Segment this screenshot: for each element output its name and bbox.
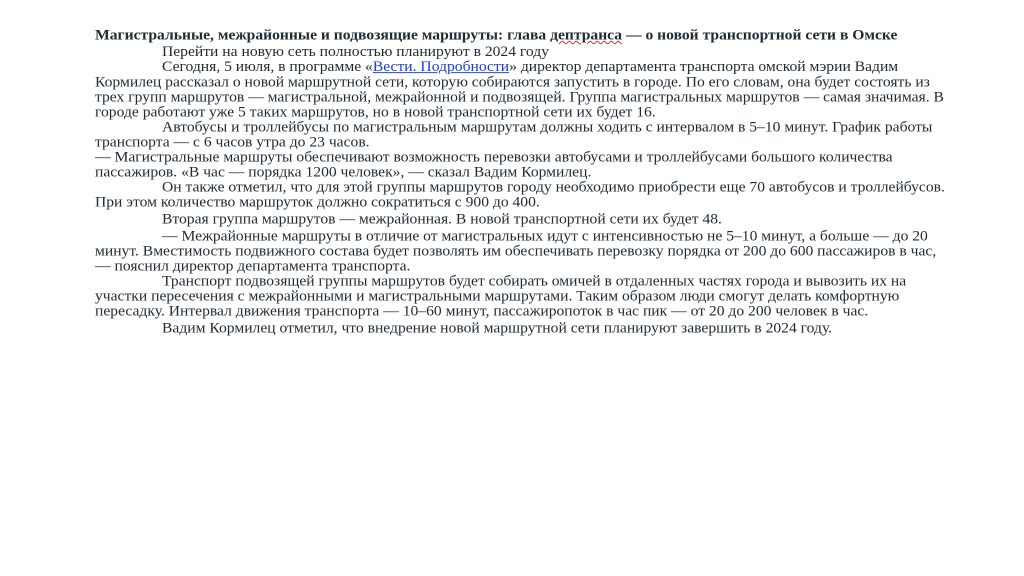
article-subtitle: Перейти на новую сеть полностью планируют в 2024 году <box>162 43 550 60</box>
paragraph-5: Вторая группа маршрутов — межрайонная. В новой транспортной сети их будет 48. <box>162 211 722 228</box>
paragraph-2: Автобусы и троллейбусы по магистральным маршрутам должны ходить с интервалом в 5–10 минут. График работы транспорта — с 6 часов утра до 23 часов. <box>95 119 933 151</box>
paragraph-3: — Магистральные маршруты обеспечивают возможность перевозки автобусами и троллейбусами большого количества пассажиров. «В час — порядка 1200 человек», — сказал Вадим Кормилец. <box>95 149 893 181</box>
article-title <box>95 28 945 43</box>
paragraph-1 <box>95 60 945 120</box>
paragraph-1-after: » директор департамента транспорта омской мэрии Вадим Кормилец рассказал о новой маршрутной сети, которую собираются запустить в городе. По его словам, она будет состоять из трех групп маршрутов — магистральной, межрайонной и подвозящей. Группа магистральных маршрутов — самая значимая. В городе работают уже 5 таких маршрутов, но в новой транспортной сети их будет 16. <box>95 59 944 121</box>
paragraph-8: Вадим Кормилец отметил, что внедрение новой маршрутной сети планируют завершить в 2024 году. <box>162 320 833 337</box>
title-part1: Магистральные, межрайонные и подвозящие маршруты: глава <box>95 27 551 44</box>
title-part2: — о новой транспортной сети в Омске <box>622 27 898 44</box>
paragraph-7: Транспорт подвозящей группы маршрутов будет собирать омичей в отдаленных частях города и вывозить их на участки пересечения с межрайонными и магистральными маршрутами. Таким образом люди смогут делать комфортную пересадку. Интервал движения транспорта — 10–60 минут, пассажиропоток в час пик — от 20 до 200 человек в час. <box>95 273 907 320</box>
paragraph-1-before: Сегодня, 5 июля, в программе « <box>162 59 373 75</box>
paragraph-6: — Межрайонные маршруты в отличие от магистральных идут с интенсивностью не 5–10 минут, а больше — до 20 минут. Вместимость подвижного состава будет позволять им обеспечивать перевозку порядка от 200 до 600 пассажиров в час, — пояснил директор департамента транспорта. <box>95 228 937 275</box>
article <box>95 28 945 336</box>
program-link[interactable]: Вести. Подробности <box>372 59 510 75</box>
paragraph-4: Он также отметил, что для этой группы маршрутов городу необходимо приобрести еще 70 автобусов и троллейбусов. При этом количество маршруток должно сократиться с 900 до 400. <box>95 179 945 211</box>
title-spellcheck-word: дептранса <box>550 27 623 44</box>
